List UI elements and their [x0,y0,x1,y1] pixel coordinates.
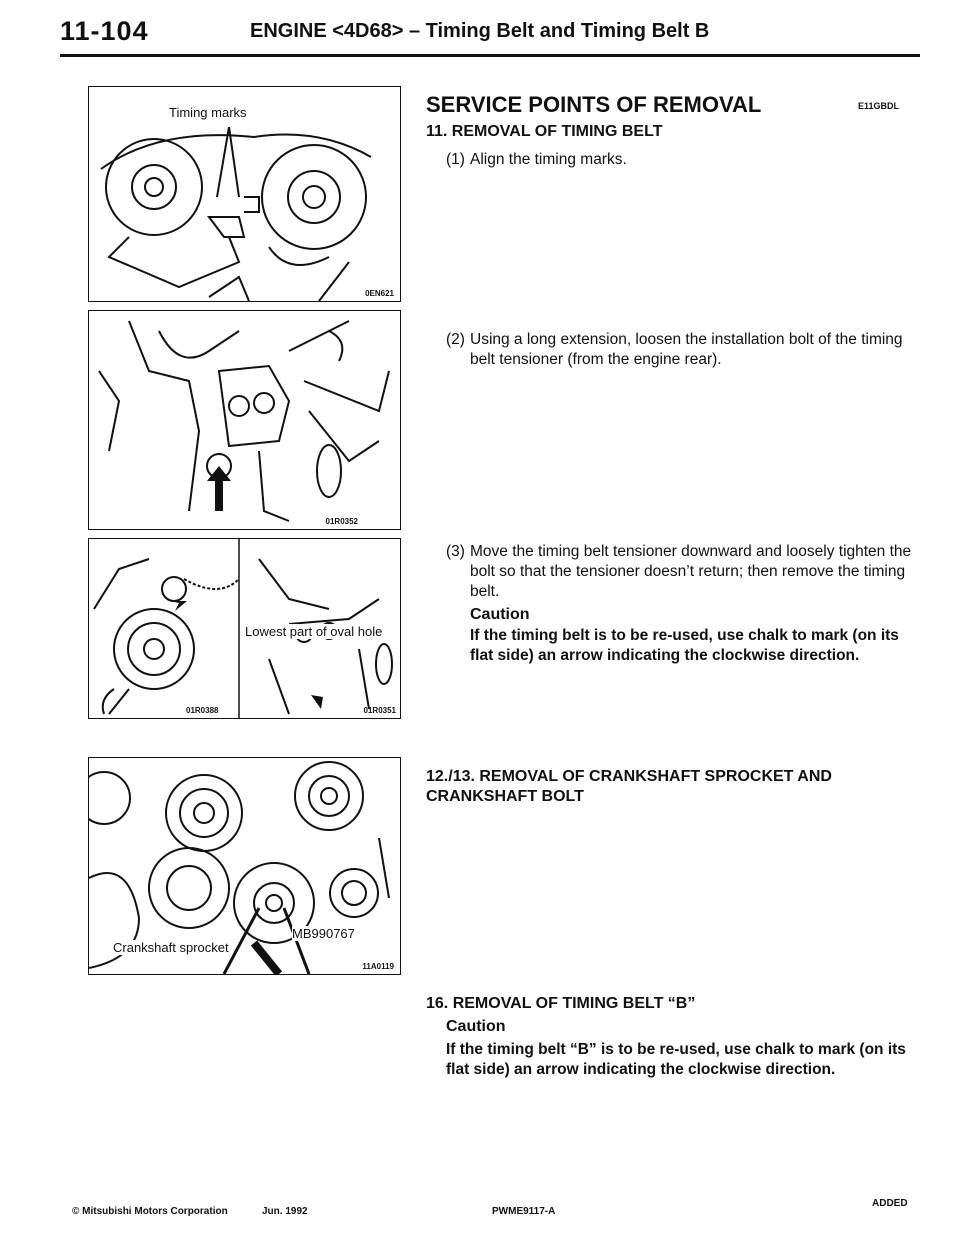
step-1 [446,150,916,172]
figure-code-left: 01R0388 [186,706,219,715]
figure-code: 0EN621 [365,289,394,298]
figure-crankshaft-sprocket [88,757,401,975]
caution-text: If the timing belt “B” is to be re-used, use chalk to mark (on its flat side) an arrow indicating the clockwise direction. [446,1041,906,1078]
step-number: (2) [446,331,465,348]
item-11-heading: 11. REMOVAL OF TIMING BELT [426,123,663,140]
figure-label-crankshaft-sprocket: Crankshaft sprocket [113,940,229,955]
page-title: ENGINE <4D68> – Timing Belt and Timing Belt B [250,20,710,42]
header-rule [60,54,920,57]
item-16-heading: 16. REMOVAL OF TIMING BELT “B” [426,995,696,1012]
figure-label-tool: MB990767 [292,926,355,941]
figure-code: 11A0119 [362,962,394,971]
step-2 [446,330,916,374]
section-title: SERVICE POINTS OF REMOVAL [426,92,762,117]
caution-heading: Caution [470,606,530,623]
footer-copyright: © Mitsubishi Motors Corporation [72,1206,228,1217]
step-3 [446,542,916,608]
step-number: (1) [446,151,465,168]
section-code: E11GBDL [858,101,900,111]
figure-label-oval-hole: Lowest part of oval hole [245,624,383,639]
figure-tensioner-downward [88,538,401,719]
footer-doc-code: PWME9117-A [492,1206,556,1217]
figure-label-timing-marks: Timing marks [169,105,247,120]
footer-status: ADDED [872,1198,908,1209]
step-text: Using a long extension, loosen the installation bolt of the timing belt tensioner (from the engine rear). [470,331,903,368]
tensioner-bolt-illustration [89,311,400,529]
step-number: (3) [446,543,465,560]
step-text: Move the timing belt tensioner downward and loosely tighten the bolt so that the tensioner doesn’t return; then remove the timing belt. [470,543,912,600]
page-number: 11-104 [60,16,149,46]
footer-date: Jun. 1992 [262,1206,308,1217]
step-text: Align the timing marks. [470,151,627,168]
figure-tensioner-bolt [88,310,401,530]
caution-heading: Caution [446,1018,506,1035]
figure-code: 01R0352 [325,517,358,526]
item-12-heading: 12./13. REMOVAL OF CRANKSHAFT SPROCKET AND CRANKSHAFT BOLT [426,768,832,805]
figure-timing-marks [88,86,401,302]
figure-code-right: 01R0351 [363,706,396,715]
caution-text: If the timing belt is to be re-used, use chalk to mark (on its flat side) an arrow indicating the clockwise direction. [470,627,899,664]
